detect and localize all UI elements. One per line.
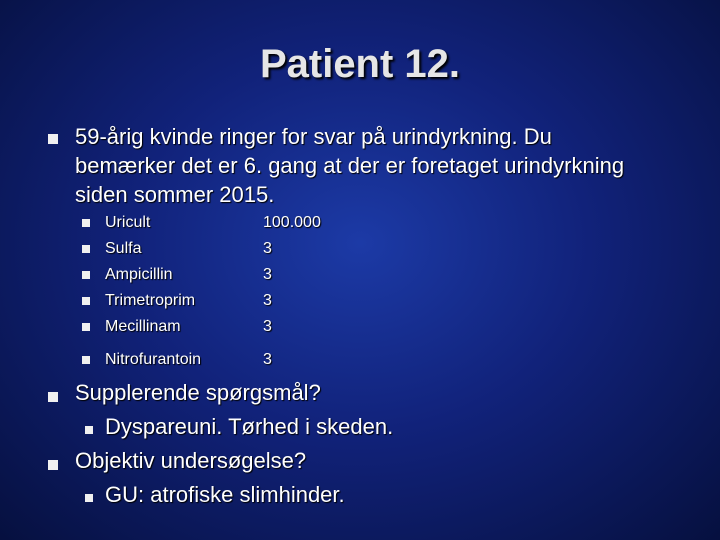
result-value: 3 — [263, 240, 272, 257]
result-name: Sulfa — [105, 240, 142, 257]
bullet-result — [82, 271, 90, 279]
bullet-intro — [48, 134, 58, 144]
bullet-result — [82, 323, 90, 331]
result-value: 3 — [263, 266, 272, 283]
intro-line-1: 59-årig kvinde ringer for svar på urindyrkning. Du — [75, 124, 552, 149]
result-name: Trimetroprim — [105, 292, 196, 309]
question-2: Objektiv undersøgelse? — [75, 448, 307, 473]
answer-2: GU: atrofiske slimhinder. — [105, 482, 345, 507]
result-value: 3 — [263, 351, 272, 368]
bullet-result — [82, 245, 90, 253]
result-name: Ampicillin — [105, 266, 173, 283]
bullet-answer-2 — [85, 494, 93, 502]
bullet-question-1 — [48, 392, 58, 402]
slide-title: Patient 12. — [259, 42, 461, 86]
result-name: Mecillinam — [105, 318, 181, 335]
intro-line-2: bemærker det er 6. gang at der er foretaget urindyrkning — [75, 153, 625, 178]
result-value: 3 — [263, 292, 272, 309]
bullet-question-2 — [48, 460, 58, 470]
bullet-result — [82, 219, 90, 227]
bullet-result — [82, 297, 90, 305]
bullet-result — [82, 356, 90, 364]
intro-line-3: siden sommer 2015. — [75, 182, 275, 207]
result-value: 100.000 — [263, 214, 321, 231]
bullet-answer-1 — [85, 426, 93, 434]
result-name: Uricult — [105, 214, 151, 231]
result-name: Nitrofurantoin — [105, 351, 202, 368]
question-1: Supplerende spørgsmål? — [75, 380, 321, 405]
result-value: 3 — [263, 318, 272, 335]
answer-1: Dyspareuni. Tørhed i skeden. — [105, 414, 394, 439]
